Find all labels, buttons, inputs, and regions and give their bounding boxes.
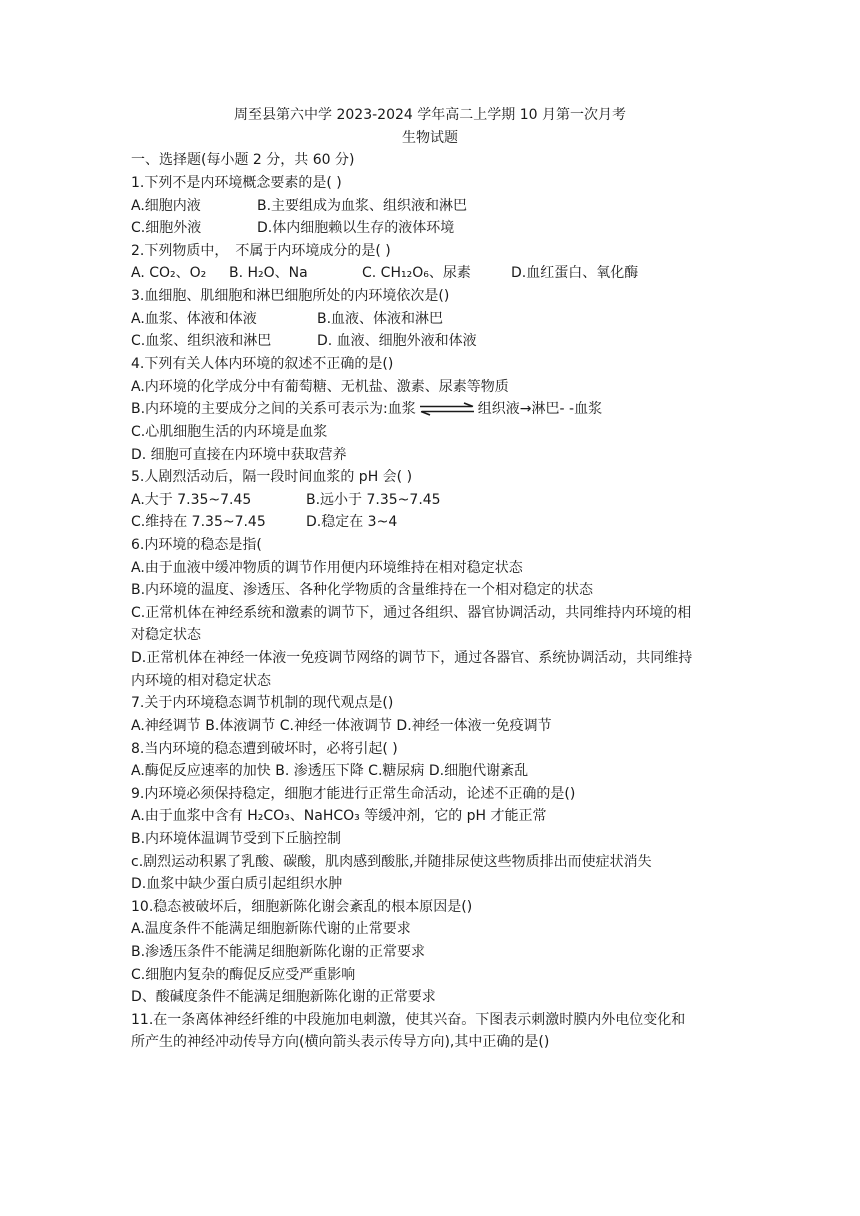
question-10-stem: 10.稳态被破坏后，细胞新陈化谢会紊乱的根本原因是(): [131, 899, 473, 915]
question-4-option-b-suffix: 组织液→淋巴- -血浆: [477, 401, 603, 417]
question-8-options: A.酶促反应速率的加快 B. 渗透压下降 C.糖尿病 D.细胞代谢紊乱: [131, 763, 529, 779]
question-5-option-b: B.远小于 7.35~7.45: [306, 492, 441, 508]
question-4-option-c: C.心肌细胞生活的内环境是血浆: [131, 424, 328, 440]
question-6-option-c-line2: 对稳定状态: [131, 627, 201, 643]
question-10-option-d: D、酸碱度条件不能满足细胞新陈化谢的正常要求: [131, 989, 436, 1005]
question-7-options: A.神经调节 B.体液调节 C.神经一体液调节 D.神经一体液一免疫调节: [131, 718, 552, 734]
question-9-option-a: A.由于血浆中含有 H₂CO₃、NaHCO₃ 等缓冲剂，它的 pH 才能正常: [131, 808, 547, 824]
question-1-stem: 1.下列不是内环境概念要素的是( ): [131, 175, 342, 191]
question-1-option-a: A.细胞内液: [131, 198, 201, 214]
question-4-option-a: A.内环境的化学成分中有葡萄糖、无机盐、激素、尿素等物质: [131, 379, 509, 395]
question-5-stem: 5.人剧烈活动后，隔一段时间血浆的 pH 会( ): [131, 469, 413, 485]
question-10-option-a: A.温度条件不能满足细胞新陈代谢的止常要求: [131, 921, 411, 937]
question-4-stem: 4.下列有关人体内环境的叙述不正确的是(): [131, 356, 394, 372]
question-5-option-a: A.大于 7.35~7.45: [131, 492, 252, 508]
question-6-option-a: A.由于血液中缓冲物质的调节作用便内环境维持在相对稳定状态: [131, 560, 523, 576]
question-3-stem: 3.血细胞、肌细胞和淋巴细胞所处的内环境依次是(): [131, 288, 450, 304]
question-6-stem: 6.内环境的稳态是指(: [131, 537, 262, 553]
reversible-arrow-icon: [418, 402, 476, 416]
question-2-stem: 2.下列物质中， 不属于内环境成分的是( ): [131, 243, 391, 259]
question-2-option-a: A. CO₂、O₂: [131, 265, 207, 281]
question-9-option-b: B.内环境体温调节受到下丘脑控制: [131, 831, 342, 847]
question-9-option-d: D.血浆中缺少蛋白质引起组织水肿: [131, 876, 343, 892]
question-1-option-b: B.主要组成为血浆、组织液和淋巴: [257, 198, 468, 214]
question-2-option-c: C. CH₁₂O₆、尿素: [362, 265, 471, 281]
section-heading: 一、选择题(每小题 2 分，共 60 分): [131, 152, 355, 168]
question-5-option-c: C.维持在 7.35~7.45: [131, 514, 266, 530]
question-9-option-c: c.剧烈运动积累了乳酸、碳酸，肌肉感到酸胀,并随排尿使这些物质排出而使症状消失: [131, 854, 652, 870]
question-9-stem: 9.内环境必须保持稳定，细胞才能进行正常生命活动，论述不正确的是(): [131, 786, 576, 802]
question-2-option-b: B. H₂O、Na: [229, 265, 308, 281]
question-5-option-d: D.稳定在 3~4: [306, 514, 398, 530]
question-6-option-d-line1: D.正常机体在神经一体液一免疫调节网络的调节下，通过各器官、系统协调活动，共同维持: [131, 650, 693, 666]
question-11-line2: 所产生的神经冲动传导方向(横向箭头表示传导方向),其中正确的是(): [131, 1034, 550, 1050]
question-4-option-b-prefix: B.内环境的主要成分之间的关系可表示为:血浆: [131, 401, 416, 417]
question-2-option-d: D.血红蛋白、氧化酶: [511, 265, 639, 281]
question-3-option-d: D. 血液、细胞外液和体液: [317, 333, 477, 349]
question-6-option-d-line2: 内环境的相对稳定状态: [131, 673, 271, 689]
question-3-option-c: C.血浆、组织液和淋巴: [131, 333, 272, 349]
question-10-option-c: C.细胞内复杂的酶促反应受严重影响: [131, 967, 356, 983]
question-3-option-b: B.血液、体液和淋巴: [317, 311, 444, 327]
subject-title: 生物试题: [402, 130, 458, 146]
question-3-option-a: A.血浆、体液和体液: [131, 311, 257, 327]
question-4-option-b: [131, 399, 731, 419]
question-6-option-b: B.内环境的温度、渗透压、各种化学物质的含量维持在一个相对稳定的状态: [131, 582, 594, 598]
question-8-stem: 8.当内环境的稳态遭到破坏时，必将引起( ): [131, 741, 398, 757]
question-6-option-c-line1: C.正常机体在神经系统和激素的调节下，通过各组织、器官协调活动，共同维持内环境的相: [131, 605, 692, 621]
question-7-stem: 7.关于内环境稳态调节机制的现代观点是(): [131, 695, 394, 711]
question-10-option-b: B.渗透压条件不能满足细胞新陈化谢的正常要求: [131, 944, 426, 960]
question-1-option-d: D.体内细胞赖以生存的液体环境: [257, 220, 455, 236]
exam-title: 周至县第六中学 2023-2024 学年高二上学期 10 月第一次月考: [234, 107, 626, 123]
question-11-line1: 11.在一条离体神经纤维的中段施加电刺激，使其兴奋。下图表示刺激时膜内外电位变化和: [131, 1012, 686, 1028]
question-4-option-d: D. 细胞可直接在内环境中获取营养: [131, 447, 347, 463]
question-1-option-c: C.细胞外液: [131, 220, 202, 236]
